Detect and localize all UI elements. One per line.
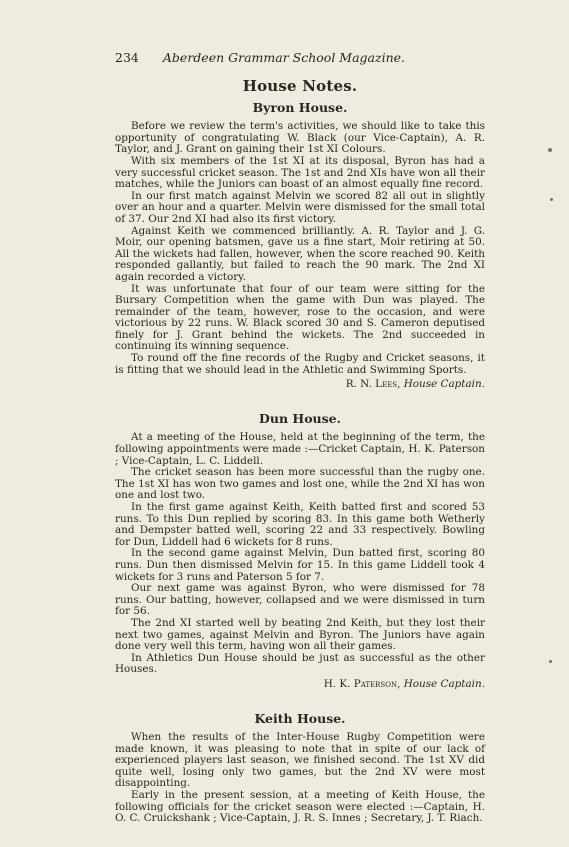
paragraph: Our next game was against Byron, who were dismissed for 78 runs. Our batting, however, collapsed and we were dismissed in turn for 56.	[115, 582, 485, 618]
paragraph: In Athletics Dun House should be just as successful as the other Houses.	[115, 651, 485, 676]
paragraph: With six members of the 1st XI at its disposal, Byron has had a very successful cricket season. The 1st and 2nd XIs have won all their matches, while the Juniors can boast of an almost equally fine record.	[115, 154, 485, 191]
paragraph: When the results of the Inter-House Rugby Competition were made known, it was pleasing to note that in spite of our lack of experienced players last season, we finished second. The 1st XV did quite well, losing only two games, but the 2nd XV were most disappointing.	[115, 731, 485, 790]
paragraph: In the first game against Keith, Keith batted first and scored 53 runs. To this Dun replied by scoring 83. In this game both Wetherly and Dempster batted well, scoring 22 and 33 respectively. Bowling for Dun, Liddell had 6 wickets for 8 runs.	[115, 501, 485, 548]
paragraph: The cricket season has been more successful than the rugby one. The 1st XI has won two games and lost one, while the 2nd XI has won one and lost two.	[115, 466, 485, 502]
paragraph: To round off the fine records of the Rugby and Cricket seasons, it is fitting that we should lead in the Athletic and Swimming Sports.	[115, 352, 485, 376]
section-keith-house	[115, 710, 485, 825]
paragraph: At a meeting of the House, held at the beginning of the term, the following appointments were made :—Cricket Captain, H. K. Paterson ; Vice-Captain, L. C. Liddell.	[115, 431, 485, 467]
margin-speck	[550, 198, 553, 201]
signature	[115, 379, 485, 391]
signature	[115, 679, 485, 691]
section-byron-house	[115, 99, 485, 391]
paragraph: Before we review the term's activities, we should like to take this opportunity of congratulating W. Black (our Vice-Captain), A. R. Taylor, and J. Grant on gaining their 1st XI Colours.	[115, 120, 485, 156]
running-header	[115, 50, 405, 65]
article-body	[115, 78, 485, 847]
section-dun-house	[115, 410, 485, 691]
margin-speck	[549, 660, 552, 663]
paragraph: Against Keith we commenced brilliantly. A. R. Taylor and J. G. Moir, our opening batsmen, gave us a fine start, Moir retiring at 50. All the wickets had fallen, however, when the score reached 90. Keith responded gallantly, but failed to reach the 90 mark. The 2nd XI again recorded a victory.	[115, 224, 485, 283]
section-heading: Byron House.	[252, 99, 348, 115]
main-title: House Notes.	[242, 77, 358, 95]
magazine-title: Aberdeen Grammar School Magazine.	[162, 50, 405, 65]
signature-name: R. N. Lees,	[345, 378, 401, 391]
margin-speck	[548, 148, 552, 152]
page-number: 234	[115, 50, 139, 65]
paragraph: The 2nd XI started well by beating 2nd Keith, but they lost their next two games, against Melvin and Byron. The Juniors have again done very well this term, having won all their games.	[115, 616, 485, 653]
section-heading: Dun House.	[259, 410, 341, 426]
paragraph: In the second game against Melvin, Dun batted first, scoring 80 runs. Dun then dismissed Melvin for 15. In this game Liddell took 4 wickets for 3 runs and Paterson 5 for 7.	[115, 547, 485, 583]
signature-role: House Captain.	[403, 378, 485, 391]
section-heading: Keith House.	[254, 710, 346, 726]
paragraph: It was unfortunate that four of our team were sitting for the Bursary Competition when the game with Dun was played. The remainder of the team, however, rose to the occasion, and were victorious by 22 runs. W. Black scored 30 and S. Cameron deputised finely for J. Grant behind the wickets. The 2nd succeeded in continuing its winning sequence.	[115, 282, 485, 353]
paragraph: Early in the present session, at a meeting of Keith House, the following officials for the cricket season were elected :—Captain, H. O. C. Cruickshank ; Vice-Captain, J. R. S. Innes ; Secretary, J. T. Riach.	[115, 789, 485, 825]
paragraph: In our first match against Melvin we scored 82 all out in slightly over an hour and a quarter. Melvin were dismissed for the small total of 37. Our 2nd XI had also its first victory.	[115, 189, 485, 225]
signature-name: H. K. Paterson,	[323, 677, 401, 690]
signature-role: House Captain.	[403, 677, 485, 690]
